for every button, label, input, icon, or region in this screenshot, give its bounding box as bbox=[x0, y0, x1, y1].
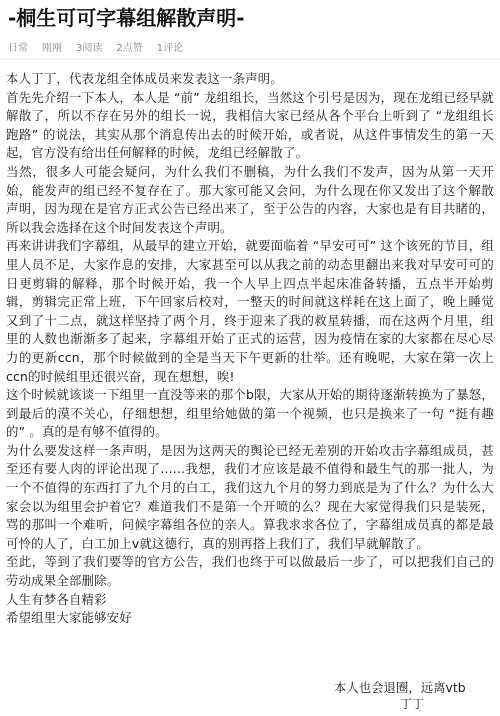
paragraph: 至此，等到了我们要等的官方公告，我们也终于可以做最后一步了，可以把我们自己的劳动成果全部删除。 bbox=[6, 554, 494, 589]
read-count: 3阅读 bbox=[76, 43, 103, 54]
author-name[interactable]: 刚刚 bbox=[42, 43, 62, 54]
paragraph: 为什么要发这样一条声明，是因为这两天的舆论已经无差别的开始攻击字幕组成员，甚至还有要人肉的评论出现了......我想，我们才应该是最不值得和最生气的那一批人，为一个不值得的东西打了九个月的白工，我们这九个月的努力到底是为了什么？为什么大家会以为组里会护着它？难道我们不是第一个开喷的么？现在大家觉得我们只是装死，骂的那叫一个难听，问候字幕组各位的亲人。算我求求各位了，字幕组成员真的都是最可怜的人了，白工加上v就这德行，真的别再搭上我们了，我们早就解散了。 bbox=[6, 442, 494, 551]
paragraph: 首先先介绍一下本人，本人是 “前” 龙组组长，当然这个引号是因为，现在龙组已经早就解散了，所以不存在另外的组长一说，我相信大家已经从各个平台上听到了 “龙组组长跑路” 的说法，其实从那个消息传出去的时候开始，或者说，从这件事情发生的第一天起，官方没有给出任何解释的时候，龙组已经解散了。 bbox=[6, 89, 494, 161]
comment-count[interactable]: 1评论 bbox=[156, 43, 184, 54]
paragraph: 希望组里大家能够安好 bbox=[6, 610, 132, 626]
paragraph: 当然，很多人可能会疑问，为什么我们不删稿，为什么我们不发声，因为从第一天开始，能发声的组已经不复存在了。那大家可能又会问，为什么现在你又发出了这个解散声明，因为现在是官方正式公告已经出来了，至于公告的内容，大家也是有目共睹的，所以我会选择在这个时间发表这个声明。 bbox=[6, 163, 494, 235]
article-title: -桐生可可字幕组解散声明- bbox=[8, 6, 245, 30]
paragraph: 再来讲讲我们字幕组，从最早的建立开始，就要面临着 “早安可可” 这个该死的节目，组里人员不足，大家作息的安排，大家甚至可以从我之前的动态里翻出来我对早安可可的日更剪辑的解释，那个时候开始，我一个人早上四点半起床准备转播，五点半开始剪辑，剪辑完正常上班，下午回家后校对，一整天的时间就这样耗在这上面了，晚上睡觉又到了十二点，就这样坚持了两个月，终于迎来了我的救星转播，而在这两个月里，组里的人数也渐渐多了起来，字幕组开始了正式的运营，因为疫情在家的大家都在尽心尽力的更新ccn，那个时候做到的全是当天下午更新的壮举。还有晚呢，大家在第一次上ccn的时候组里还很兴奋，现在想想，唉! bbox=[6, 238, 494, 384]
like-count[interactable]: 2点赞 bbox=[116, 43, 143, 54]
paragraph: 本人丁丁，代表龙组全体成员来发表这一条声明。 bbox=[6, 71, 283, 86]
signature-name: 丁丁 bbox=[400, 697, 425, 711]
paragraph: 这个时候就该谈一下组里一直没等来的那个b限，大家从开始的期待逐渐转换为了暴怒，到最后的漠不关心，仔细想想，组里给她做的第一个视频，也只是换来了一句 “挺有趣的” 。真的是有够不值得的。 bbox=[6, 387, 494, 440]
header-divider bbox=[0, 59, 500, 60]
paragraph: 人生有梦各自精彩 bbox=[6, 591, 107, 607]
article-meta bbox=[8, 42, 492, 56]
category-tag[interactable]: 日常 bbox=[8, 43, 28, 54]
signature-line: 本人也会退圈，远离vtb bbox=[334, 680, 466, 695]
article-body bbox=[6, 70, 494, 628]
